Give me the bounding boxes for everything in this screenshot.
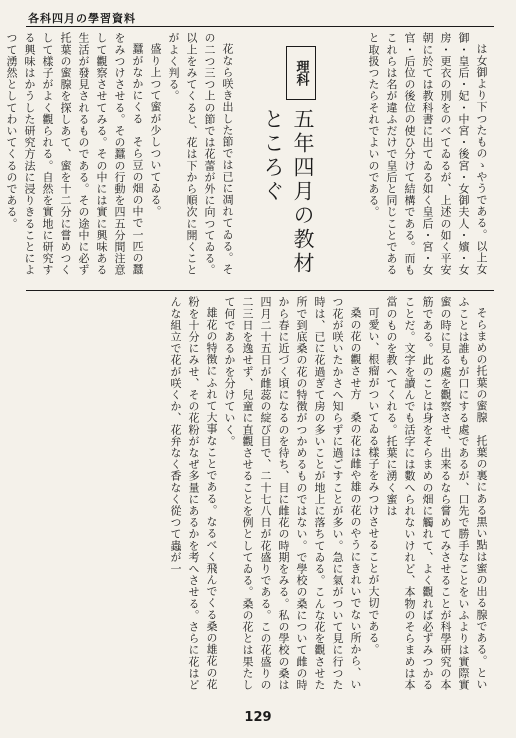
- paragraph: そらまめの托葉の蜜腺 托葉の裏にある黒い點は蜜の出る腺である。といふことは誰もが口にする處であるが、口先で勝手なことをいふよりは實際實蜜の時に見る處を觀察させ、出来るなら嘗めてみさせることが科學研究の本筋である。此のことは身をそらまめの畑に觸れて、よく觀れば必ずみつかることだ。文字を讀んでも活字には數へられないけれど、本物のそらまめは本當のものを教へてくれる。托葉に湧く蜜は: [385, 296, 488, 691]
- middle-rule: [26, 290, 494, 291]
- upper-left-column: [5, 32, 236, 284]
- title-block: [244, 40, 322, 280]
- paragraph: は女御より下つたものゝやうである。以上女御・皇后・妃・中宮・後宮・女御夫人・嬪・女房・更衣の別をのべてゐるが、上述の如く平安朝に於ては教科書に出てゐる如く皇后・宮・女官・后位の後位の使ひ分けて結構である。而もこれらは名が違ふだけで皇后と同じことであると取扱つたらそれでよいのである。: [367, 32, 488, 276]
- running-head: 各科四月の學習資料: [28, 12, 136, 25]
- paragraph: 蠶がなかにくる そら豆の畑の中で一匹の蠶をみつけさせる。その蠶の行動を四五分間注意して觀察させてみる。その中には實に興味ある生活が發見されるものである。その途中に必ず托葉の蜜腺を探しあて、蜜を十二分に嘗めつくして樣子がよく觀られる。自然を實地に研究する興味はかうした研究方法に浸りきることによつて湧然としてわいてくるのである。: [5, 32, 144, 276]
- lower-column: [26, 296, 490, 692]
- paragraph: 桑の花の觀させ方 桑の花は雌や雄の花のやうにきれいでない所から、いつ花が咲いたかさへ知らずに過ごすことが多い。急に氣がついて見に行つた時は、已に花過ぎて房の多いことが地上に落ちてゐる。こんな花を觀させた所で到底桑の花の特徴がつかめるものではない。で學校の桑について雌の時から春に近づく頃になるのを待ち、目に雌花の時期をみる。私の學校の桑は四月二十五日が雌蕊の綻び目で、二十七八日が花盛りである。この花盛りの二三日を逸せず、兒童に直觀させることを例としてゐる。桑の花とは果たして何であるかを分けていく。: [223, 296, 362, 691]
- header-rule: [26, 26, 494, 27]
- article-title: 五年四月の教材ところぐ: [261, 108, 315, 276]
- paragraph: 花なら咲き出した節では已に凋れてゐる。その二つ三つ上の節では花蕾が外に向つてゐる。以上をみてくると、花は下から順次に開くことがよく判る。: [167, 32, 234, 276]
- paragraph: 盛り上つて蜜が少しついてゐる。: [149, 43, 162, 217]
- paragraph: [0, 32, 2, 284]
- page-number: 129: [244, 710, 272, 725]
- paragraph: 可愛い、根瘤がついてゐる樣子をみつけさせることが大切である。: [367, 307, 380, 655]
- subject-badge: 理科: [286, 46, 316, 100]
- paragraph: 雄花の特徴にふれて大事なことである。なるべく飛んでくる桑の雄花の花粉を十分にみせ、その花粉がなぜ多量にあるかを考へさせる。さらに花はどんな組立で花が咲くか、花弁なく香なく從つて蟲が一: [169, 296, 218, 691]
- upper-right-column: [330, 32, 490, 284]
